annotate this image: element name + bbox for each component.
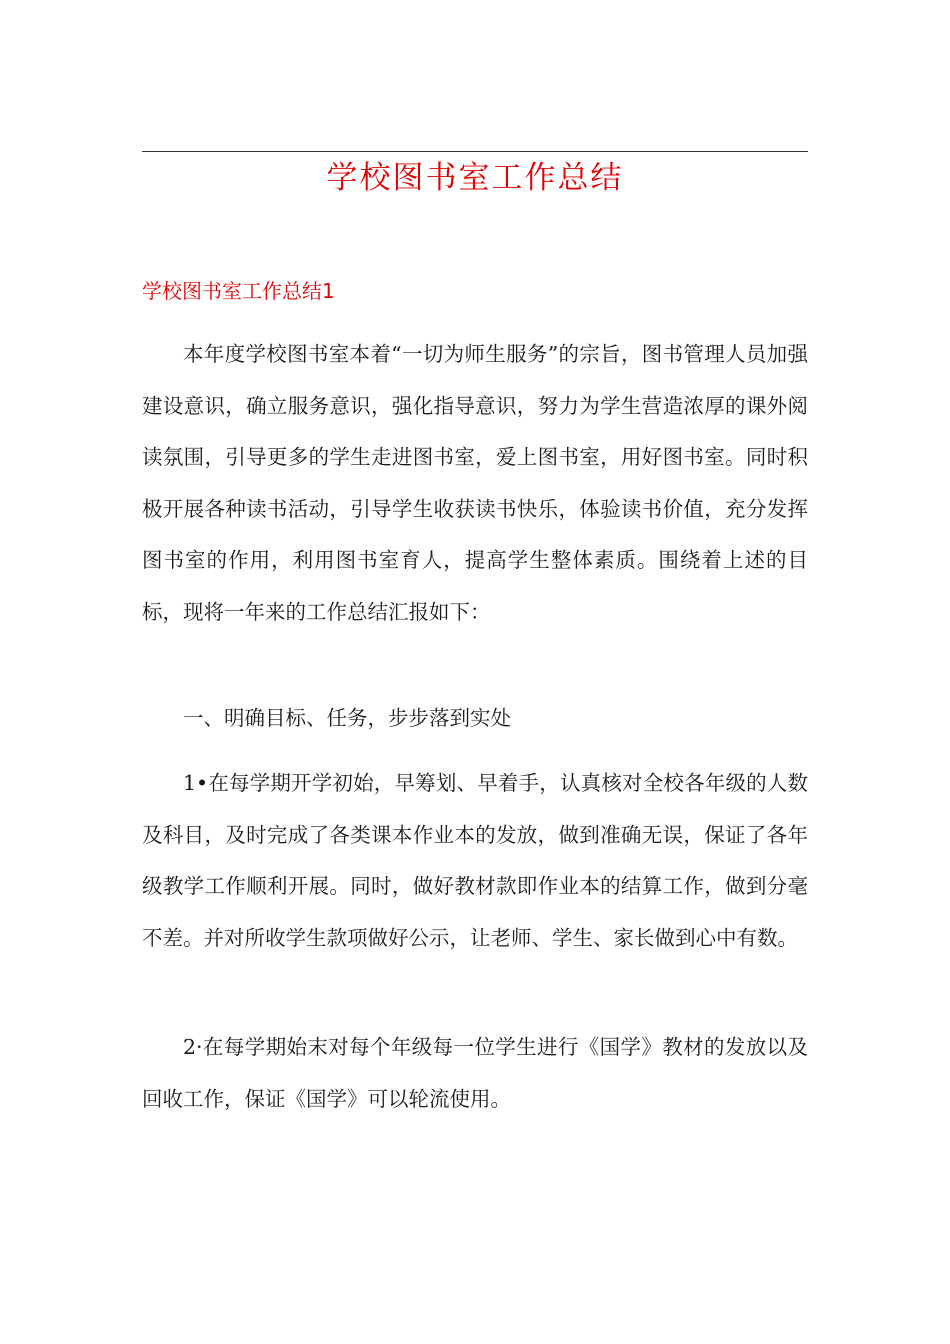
document-title: 学校图书室工作总结 bbox=[326, 160, 624, 196]
item-2-paragraph: 2·在每学期始末对每个年级每一位学生进行《国学》教材的发放以及回收工作，保证《国学》可以轮流使用。 bbox=[142, 1035, 808, 1111]
section-heading: 学校图书室工作总结1 bbox=[142, 279, 335, 303]
item-1-paragraph: 1•在每学期开学初始，早筹划、早着手，认真核对全校各年级的人数及科目，及时完成了各类课本作业本的发放，做到准确无误，保证了各年级教学工作顺利开展。同时，做好教材款即作业本的结算工作，做到分毫不差。并对所收学生款项做好公示，让老师、学生、家长做到心中有数。 bbox=[142, 771, 808, 950]
subheading-goals: 一、明确目标、任务，步步落到实处 bbox=[183, 706, 511, 730]
intro-paragraph: 本年度学校图书室本着“一切为师生服务”的宗旨，图书管理人员加强建设意识，确立服务意识，强化指导意识，努力为学生营造浓厚的课外阅读氛围，引导更多的学生走进图书室，爱上图书室，用好图书室。同时积极开展各种读书活动，引导学生收获读书快乐，体验读书价值，充分发挥图书室的作用，利用图书室育人，提高学生整体素质。围绕着上述的目标，现将一年来的工作总结汇报如下： bbox=[142, 342, 808, 624]
